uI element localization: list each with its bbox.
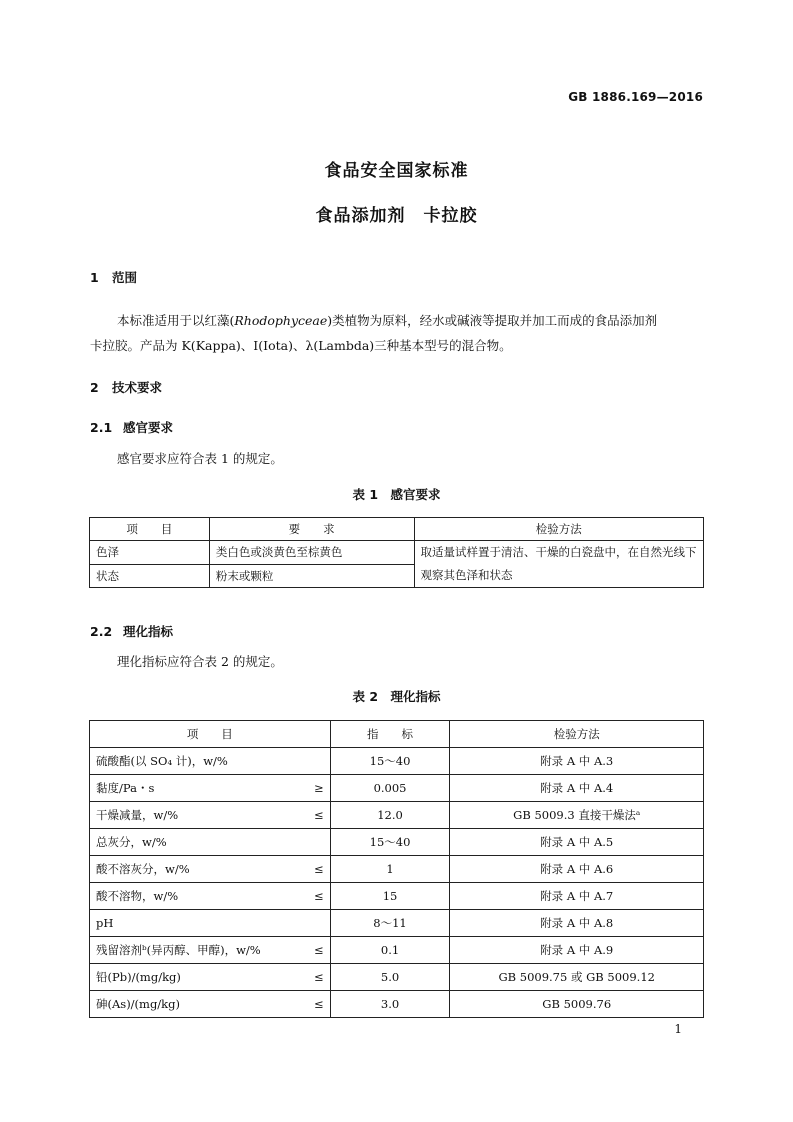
row-value: 12.0: [330, 802, 450, 829]
row-method: 附录 A 中 A.6: [450, 856, 704, 883]
row-item: 残留溶剂ᵇ(异丙醇、甲醇)，w/% ≤: [90, 937, 331, 964]
row-item: 铅(Pb)/(mg/kg) ≤: [90, 964, 331, 991]
row-method: 附录 A 中 A.9: [450, 937, 704, 964]
row-method: 附录 A 中 A.8: [450, 910, 704, 937]
table-row: [90, 883, 704, 910]
row-value: 8～11: [330, 910, 450, 937]
row-method: 取适量试样置于清洁、干燥的白瓷盘中，在自然光线下观察其色泽和状态: [414, 541, 703, 588]
table-header-row: [90, 518, 704, 541]
column-header-method: 检验方法: [450, 721, 704, 748]
row-item: 酸不溶灰分，w/% ≤: [90, 856, 331, 883]
row-method: 附录 A 中 A.3: [450, 748, 704, 775]
section-1-paragraph-line1: 本标准适用于以红藻(Rhodophyceae)类植物为原料，经水或碱液等提取并加工而成的食品添加剂: [117, 313, 658, 328]
row-value: 15: [330, 883, 450, 910]
row-method: 附录 A 中 A.4: [450, 775, 704, 802]
column-header-method: 检验方法: [414, 518, 703, 541]
relation-symbol: ≤: [313, 889, 324, 903]
section-1-paragraph-line2: 卡拉胶。产品为 K(Kappa)、I(Iota)、λ(Lambda)三种基本型号的混合物。: [90, 338, 512, 353]
table-1-caption: 表 1 感官要求: [352, 487, 441, 502]
row-requirement: 粉末或颗粒: [209, 564, 414, 588]
column-header-item: 项 目: [90, 518, 210, 541]
row-item: pH: [90, 910, 331, 937]
standard-code: GB 1886.169—2016: [568, 90, 703, 104]
document-subtitle: 食品添加剂 卡拉胶: [315, 206, 478, 226]
table-row: [90, 991, 704, 1018]
row-value: 0.005: [330, 775, 450, 802]
row-value: 15～40: [330, 829, 450, 856]
table-row: [90, 541, 704, 565]
relation-symbol: ≤: [313, 970, 324, 984]
row-method: GB 5009.76: [450, 991, 704, 1018]
row-item: 总灰分，w/%: [90, 829, 331, 856]
section-1-heading: 1 范围: [90, 270, 138, 285]
row-method: GB 5009.75 或 GB 5009.12: [450, 964, 704, 991]
table-2-caption: 表 2 理化指标: [352, 689, 441, 704]
relation-symbol: ≤: [313, 808, 324, 822]
column-header-requirement: 要 求: [209, 518, 414, 541]
table-row: [90, 937, 704, 964]
row-requirement: 类白色或淡黄色至棕黄色: [209, 541, 414, 565]
table-row: [90, 829, 704, 856]
row-value: 0.1: [330, 937, 450, 964]
table-1: [89, 517, 704, 588]
section-2-2-heading: 2.2 理化指标: [90, 624, 174, 639]
relation-symbol: ≤: [313, 997, 324, 1011]
document-title: 食品安全国家标准: [324, 161, 469, 181]
section-2-2-text: 理化指标应符合表 2 的规定。: [117, 654, 283, 669]
row-method: GB 5009.3 直接干燥法ᵃ: [450, 802, 704, 829]
section-2-heading: 2 技术要求: [90, 380, 163, 395]
row-value: 5.0: [330, 964, 450, 991]
page-number: 1: [674, 1022, 682, 1036]
table-row: [90, 775, 704, 802]
row-item: 黏度/Pa・s ≥: [90, 775, 331, 802]
row-item: 干燥减量，w/% ≤: [90, 802, 331, 829]
row-item: 酸不溶物，w/% ≤: [90, 883, 331, 910]
table-row: [90, 910, 704, 937]
table-row: [90, 748, 704, 775]
row-value: 1: [330, 856, 450, 883]
row-value: 15～40: [330, 748, 450, 775]
row-value: 3.0: [330, 991, 450, 1018]
relation-symbol: ≤: [313, 943, 324, 957]
relation-symbol: ≥: [313, 781, 324, 795]
relation-symbol: ≤: [313, 862, 324, 876]
table-row: [90, 856, 704, 883]
row-item: 砷(As)/(mg/kg) ≤: [90, 991, 331, 1018]
row-item: 硫酸酯(以 SO₄ 计)，w/%: [90, 748, 331, 775]
row-item: 色泽: [90, 541, 210, 565]
table-row: [90, 964, 704, 991]
table-2: [89, 720, 704, 1018]
table-header-row: [90, 721, 704, 748]
row-method: 附录 A 中 A.7: [450, 883, 704, 910]
section-2-1-heading: 2.1 感官要求: [90, 420, 174, 435]
row-method: 附录 A 中 A.5: [450, 829, 704, 856]
column-header-value: 指 标: [330, 721, 450, 748]
table-row: [90, 802, 704, 829]
column-header-item: 项 目: [90, 721, 331, 748]
section-2-1-text: 感官要求应符合表 1 的规定。: [117, 451, 283, 466]
row-item: 状态: [90, 564, 210, 588]
